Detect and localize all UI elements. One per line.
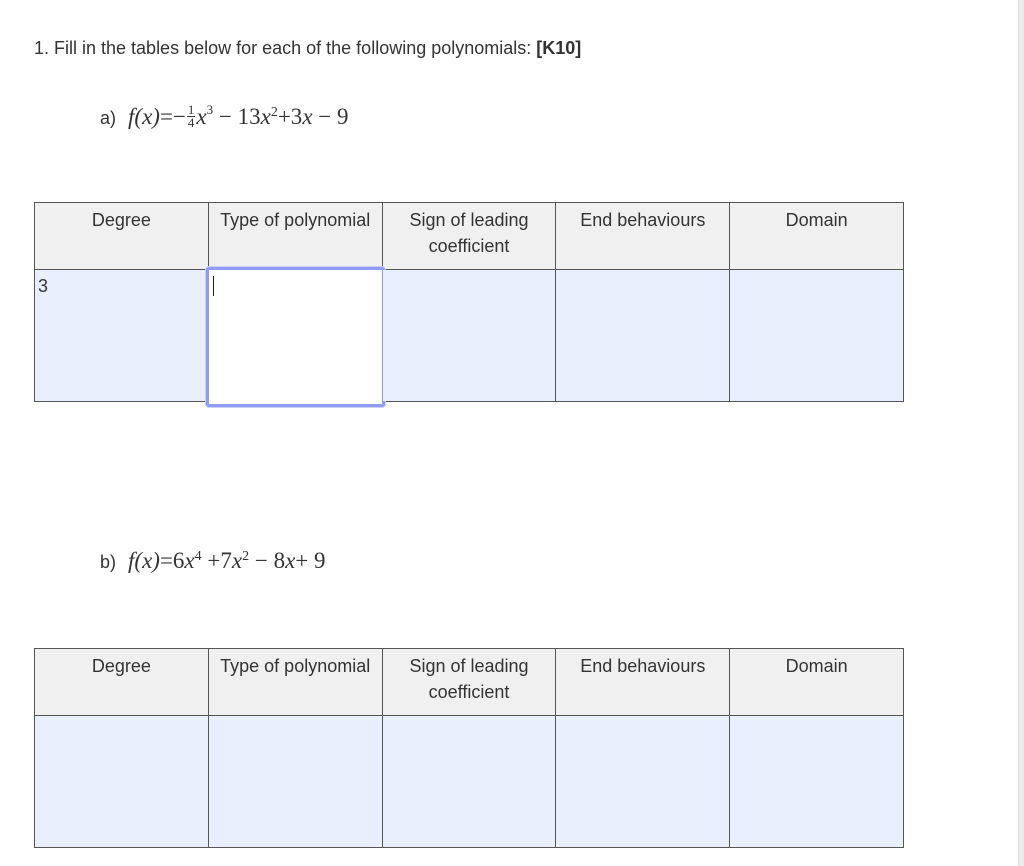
- header-domain: Domain: [730, 203, 904, 270]
- function-notation: f(x): [128, 548, 160, 573]
- header-degree: Degree: [35, 203, 209, 270]
- exponent: 2: [242, 549, 250, 564]
- term: − 9: [312, 104, 349, 129]
- table-header-row: [35, 203, 904, 270]
- table-answer-row: [35, 716, 904, 848]
- type-input-cell[interactable]: [208, 716, 382, 848]
- degree-input-cell[interactable]: [35, 716, 209, 848]
- question-text: 1. Fill in the tables below for each of the following polynomials:: [34, 38, 537, 58]
- table-part-a: [34, 202, 904, 402]
- variable-x: x: [302, 104, 313, 129]
- part-b-label: b): [100, 552, 117, 572]
- variable-x: x: [260, 104, 271, 129]
- exponent: 3: [206, 102, 214, 117]
- part-a-equation: [100, 102, 349, 131]
- scrollbar[interactable]: [1018, 0, 1024, 866]
- header-type-of-polynomial: Type of polynomial: [208, 649, 382, 716]
- variable-x: x: [285, 548, 296, 573]
- equals-sign: =: [159, 104, 173, 129]
- coefficient: 6: [172, 548, 185, 573]
- term: − 8: [249, 548, 286, 573]
- table-answer-row: [35, 270, 904, 402]
- header-sign-of-leading-coefficient: Sign of leading coefficient: [382, 203, 556, 270]
- header-degree: Degree: [35, 649, 209, 716]
- header-type-of-polynomial: Type of polynomial: [208, 203, 382, 270]
- knowledge-code: [K10]: [536, 38, 582, 58]
- equals-sign: =: [159, 548, 173, 573]
- domain-input-cell[interactable]: [730, 270, 904, 402]
- table-header-row: [35, 649, 904, 716]
- header-sign-of-leading-coefficient: Sign of leading coefficient: [382, 649, 556, 716]
- term: + 9: [295, 548, 326, 573]
- variable-x: x: [184, 548, 195, 573]
- end-behaviours-input-cell[interactable]: [556, 716, 730, 848]
- sign-input-cell[interactable]: [382, 716, 556, 848]
- term: +7: [201, 548, 232, 573]
- variable-x: x: [196, 104, 207, 129]
- variable-x: x: [231, 548, 243, 573]
- sign-input-cell[interactable]: [382, 270, 556, 402]
- table-part-b: [34, 648, 904, 848]
- degree-answer: 3: [38, 276, 49, 296]
- part-a-label: a): [100, 108, 117, 128]
- question-prompt: [34, 38, 581, 59]
- term: +3: [277, 104, 303, 129]
- fraction-numerator: 1: [187, 102, 195, 118]
- header-end-behaviours: End behaviours: [556, 649, 730, 716]
- negative-sign: −: [172, 104, 186, 129]
- function-notation: f(x): [128, 104, 160, 129]
- fraction: [187, 104, 196, 129]
- exponent: 4: [194, 549, 202, 564]
- degree-input-cell[interactable]: [35, 270, 209, 402]
- term: − 13: [213, 104, 261, 129]
- part-b-equation: [100, 548, 326, 574]
- text-caret: [213, 276, 214, 296]
- domain-input-cell[interactable]: [730, 716, 904, 848]
- end-behaviours-input-cell[interactable]: [556, 270, 730, 402]
- type-input-cell[interactable]: [208, 270, 382, 402]
- header-domain: Domain: [730, 649, 904, 716]
- header-end-behaviours: End behaviours: [556, 203, 730, 270]
- fraction-denominator: 4: [187, 115, 195, 131]
- type-input-focused[interactable]: [206, 267, 385, 407]
- exponent: 2: [270, 105, 278, 120]
